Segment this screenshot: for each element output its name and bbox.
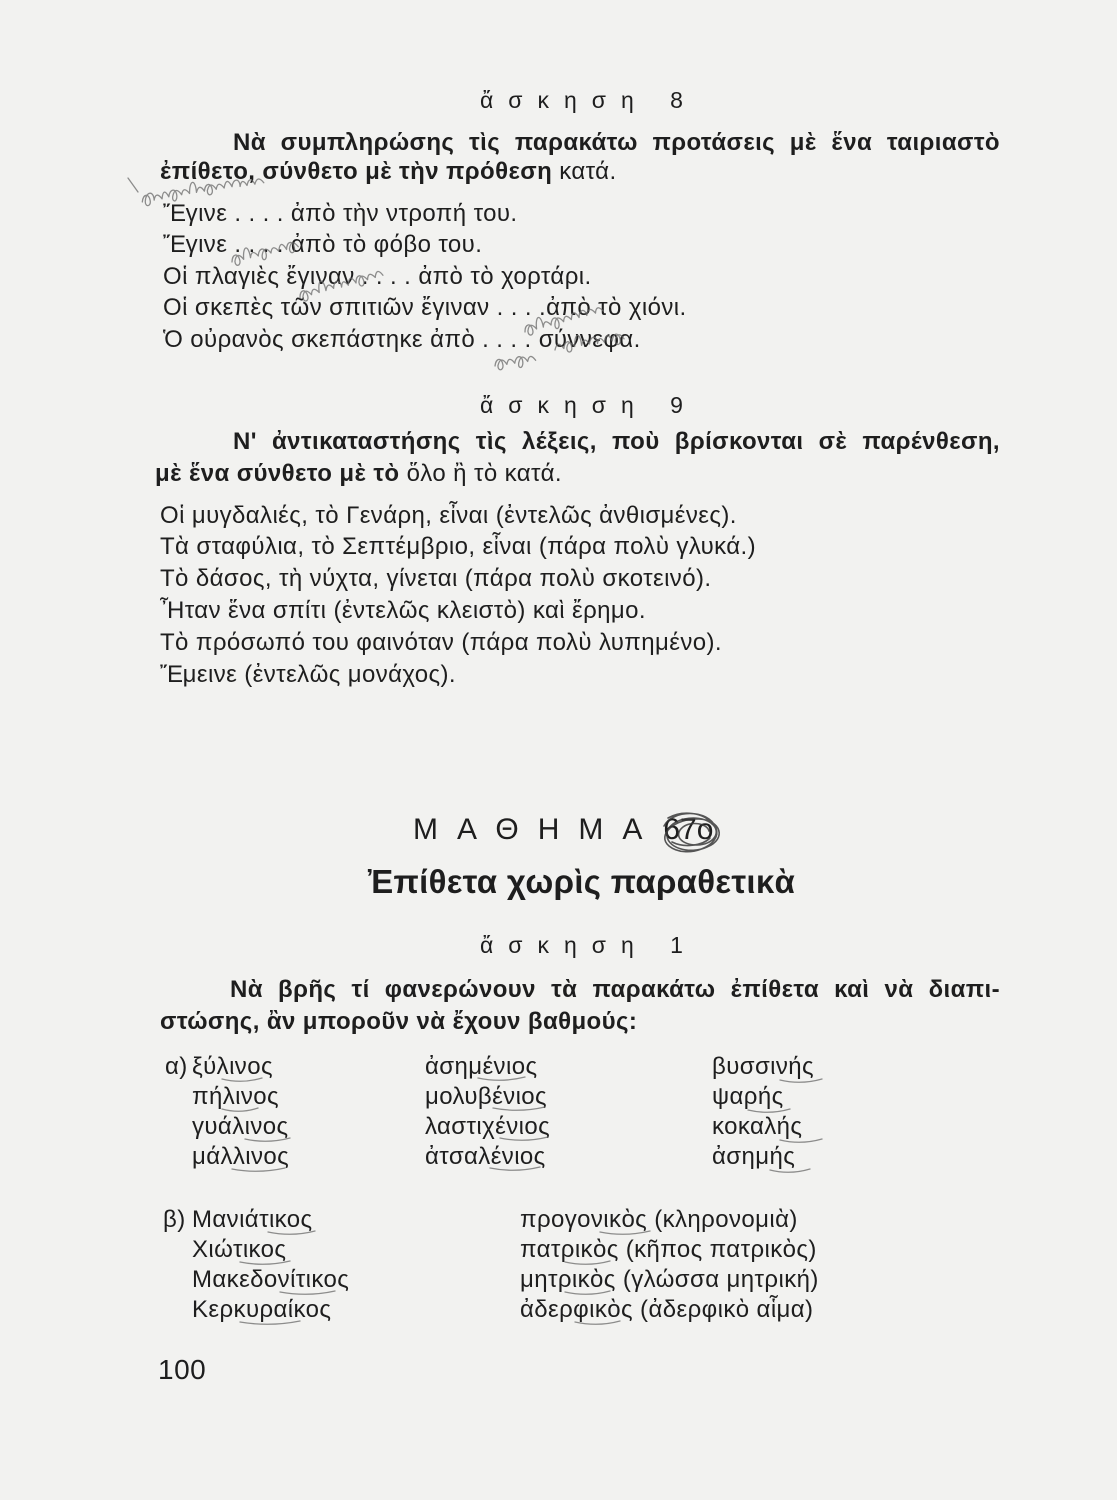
exercise-8-instruction-line-2 [160, 158, 617, 186]
exercise-8-sentence: Οἱ σκεπὲς τῶν σπιτιῶν ἔγιναν . . . .ἀπὸ τὸ χιόνι. [163, 294, 687, 321]
exercise-9-sentence: Ἦταν ἕνα σπίτι (ἐντελῶς κλειστὸ) καὶ ἔρημο. [160, 597, 646, 624]
list-item: ἀσημένιος [425, 1053, 538, 1080]
exercise-9-instruction-line-2 [155, 460, 562, 488]
exercise-8-heading: ἄσκηση 8 [480, 87, 698, 113]
exercise-9-sentence: Οἱ μυγδαλιές, τὸ Γενάρη, εἶναι (ἐντελῶς ἀνθισμένες). [160, 502, 737, 529]
list-item: ἀτσαλένιος [425, 1143, 546, 1170]
instruction-regular-part: ὅλο ἢ τὸ κατά. [406, 460, 562, 487]
lesson-label: ΜΑΘΗΜΑ [413, 813, 662, 846]
exercise-1-instruction-line-2: στώσης, ἂν μποροῦν νὰ ἔχουν βαθμούς: [160, 1008, 638, 1035]
exercise-9-sentence: Τὰ σταφύλια, τὸ Σεπτέμβριο, εἶναι (πάρα πολὺ γλυκά.) [160, 533, 757, 560]
list-item: Χιώτικος [192, 1236, 287, 1263]
list-item: μητρικὸς (γλώσσα μητρική) [520, 1266, 819, 1293]
list-item: Μανιάτικος [192, 1206, 313, 1233]
lesson-heading [413, 813, 713, 847]
exercise-1-instruction-line-1: Νὰ βρῆς τί φανερώνουν τὰ παρακάτω ἐπίθετα καὶ νὰ διαπι- [230, 976, 1000, 1003]
list-item: ξύλινος [192, 1053, 273, 1080]
exercise-8-sentence: Ὁ οὐρανὸς σκεπάστηκε ἀπὸ . . . . σύννεφα. [163, 326, 641, 353]
list-item: Μακεδονίτικος [192, 1266, 350, 1293]
exercise-9-instruction-line-1: Ν' ἀντικαταστήσης τὶς λέξεις, ποὺ βρίσκονται σὲ παρένθεση, [233, 428, 1000, 455]
list-item: μάλλινος [192, 1143, 290, 1170]
group-b-label: β) [163, 1206, 186, 1233]
exercise-9-sentence: Ἔμεινε (ἐντελῶς μονάχος). [160, 661, 456, 688]
handwritten-note [494, 354, 536, 371]
group-a-label: α) [165, 1053, 188, 1080]
instruction-bold-part: μὲ ἕνα σύνθετο μὲ τὸ [155, 460, 400, 487]
exercise-8-sentence: Ἔγινε . . . . ἀπὸ τὸ φόβο του. [163, 231, 483, 258]
exercise-8-instruction-line-1: Νὰ συμπληρώσης τὶς παρακάτω προτάσεις μὲ ἕνα ταιριαστὸ [233, 129, 1000, 156]
exercise-1-heading: ἄσκηση 1 [480, 932, 698, 958]
handwritten-note [128, 178, 138, 192]
list-item: πήλινος [192, 1083, 279, 1110]
exercise-8-sentence: Ἔγινε . . . . ἀπὸ τὴν ντροπή του. [163, 200, 518, 227]
list-item: προγονικὸς (κληρονομιὰ) [520, 1206, 798, 1233]
page-number: 100 [158, 1354, 207, 1385]
list-item: λαστιχένιος [425, 1113, 551, 1140]
list-item: ἀδερφικὸς (ἀδερφικὸ αἷμα) [520, 1296, 814, 1323]
exercise-9-sentence: Τὸ πρόσωπό του φαινόταν (πάρα πολὺ λυπημένο). [160, 629, 722, 656]
lesson-number: 67ο [663, 813, 714, 846]
lesson-title: Ἐπίθετα χωρὶς παραθετικὰ [368, 863, 796, 900]
list-item: μολυβένιος [425, 1083, 548, 1110]
list-item: βυσσινής [712, 1053, 815, 1080]
instruction-regular-part: κατά. [559, 158, 617, 185]
list-item: ἀσημής [712, 1143, 796, 1170]
list-item: ψαρής [712, 1083, 784, 1110]
list-item: γυάλινος [192, 1113, 289, 1140]
list-item: κοκαλής [712, 1113, 803, 1140]
list-item: Κερκυραίκος [192, 1296, 332, 1323]
exercise-9-heading: ἄσκηση 9 [480, 392, 698, 418]
instruction-bold-part: ἐπίθετο, σύνθετο μὲ τὴν πρόθεση [160, 158, 553, 185]
exercise-9-sentence: Τὸ δάσος, τὴ νύχτα, γίνεται (πάρα πολὺ σκοτεινό). [160, 565, 712, 592]
exercise-8-sentence: Οἱ πλαγιὲς ἔγιναν . . . . ἀπὸ τὸ χορτάρι. [163, 263, 592, 290]
list-item: πατρικὸς (κῆπος πατρικὸς) [520, 1236, 817, 1263]
